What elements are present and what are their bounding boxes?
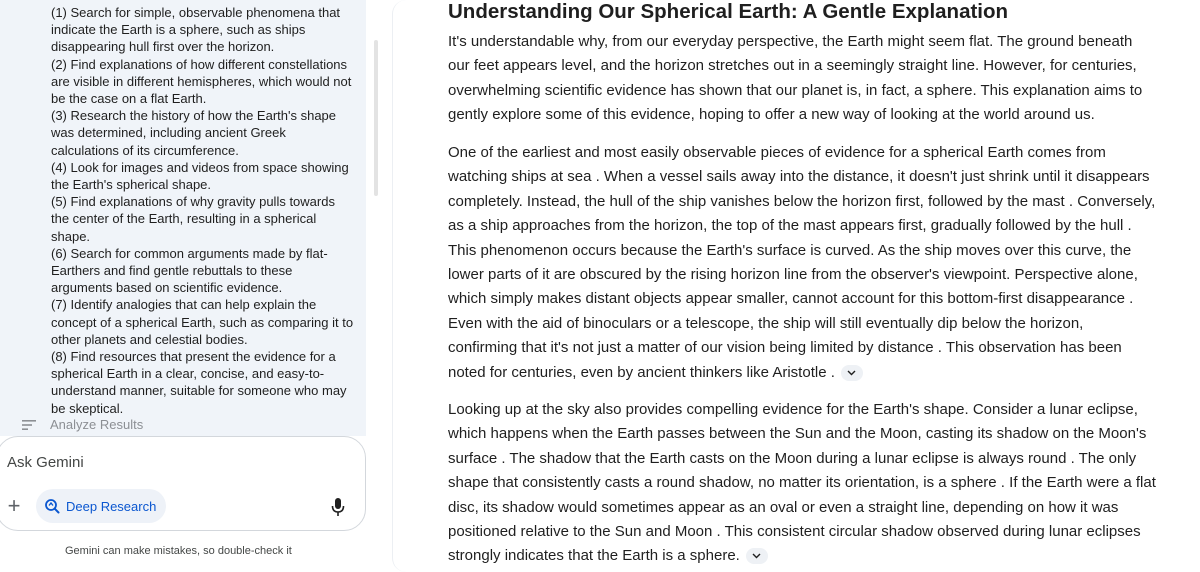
chat-panel [0, 0, 380, 572]
analyze-results-label: Analyze Results [50, 417, 144, 432]
plan-step: (5) Find explanations of why gravity pulls towards the center of the Earth, resulting in a spherical shape. [51, 194, 335, 244]
chevron-down-icon [752, 553, 761, 559]
plan-scrollbar[interactable] [374, 40, 378, 196]
plan-step: (4) Look for images and videos from space showing the Earth's spherical shape. [51, 159, 349, 193]
research-plan-steps [51, 4, 356, 417]
plan-step: (2) Find explanations of how different constellations are visible in different hemispheres, which would not be the case on a flat Earth. [51, 56, 352, 107]
expand-sources-button[interactable] [746, 548, 768, 564]
plan-step: (7) Identify analogies that can help explain the concept of a spherical Earth, such as comparing it to other planets and celestial bodies. [51, 297, 354, 347]
paragraph [448, 141, 1156, 385]
deep-research-label: Deep Research [66, 498, 157, 514]
document-panel [392, 0, 1200, 572]
prompt-input-card[interactable] [0, 436, 366, 531]
deep-research-icon [44, 498, 60, 514]
prompt-input[interactable]: Ask Gemini [7, 454, 84, 471]
list-lines-icon [22, 419, 36, 431]
microphone-icon[interactable] [330, 497, 346, 517]
paragraph-text: It's understandable why, from our everyday perspective, the Earth might seem flat. The ground beneath our feet appears level, and the horizon stretches out in a seemingly straight line. However, for centuries, overwhelming scientific evidence has shown that our planet is, in fact, a sphere. This explanation aims to gently explore some of this evidence, hoping to offer a new way of looking at the world around us. [448, 33, 1143, 124]
analyze-results-step [22, 417, 143, 432]
paragraph-text: One of the earliest and most easily observable pieces of evidence for a spherical Earth comes from watching ships at sea . When a vessel sails away into the distance, it doesn't just shrink until it disappears completely. Instead, the hull of the ship vanishes below the horizon first, followed by the mast . Conversely, as a ship approaches from the horizon, the top of the mast appears first, gradually followed by the hull . This phenomenon occurs because the Earth's surface is curved. As the ship moves over this curve, the lower parts of it are obscured by the rising horizon line from the observer's viewpoint. Perspective alone, which simply makes distant objects appear smaller, cannot account for this bottom-first disappearance . Even with the aid of binoculars or a telescope, the ship will still eventually dip below the horizon, confirming that it's not just a matter of our vision being limited by distance . This observation has been noted for centuries, even by ancient thinkers like Aristotle . [448, 144, 1156, 381]
plan-step: (1) Search for simple, observable phenomena that indicate the Earth is a sphere, such as ships disappearing hull first over the horizon. [51, 5, 341, 55]
chevron-down-icon [847, 370, 856, 376]
article [448, 0, 1156, 565]
paragraph-text: Looking up at the sky also provides compelling evidence for the Earth's shape. Consider a lunar eclipse, which happens when the Earth passes between the Sun and the Moon, casting its shadow on the Moon's surface . The shadow that the Earth casts on the Moon during a lunar eclipse is always round . The only shape that consistently casts a round shadow, no matter its orientation, is a sphere . If the Earth were a flat disc, its shadow would sometimes appear as an oval or even a straight line, depending on how it was positioned relative to the Sun and Moon . This consistent circular shadow observed during lunar eclipses strongly indicates that the Earth is a sphere. [448, 401, 1156, 565]
research-plan-card [0, 0, 366, 436]
plan-step: (6) Search for common arguments made by flat-Earthers and find gentle rebuttals to these arguments based on scientific evidence. [51, 245, 328, 296]
article-title: Understanding Our Spherical Earth: A Gentle Explanation [448, 0, 1009, 23]
plan-step: (8) Find resources that present the evidence for a spherical Earth in a clear, concise, and easy-to-understand manner, suitable for someone who may be skeptical. [51, 349, 347, 416]
deep-research-button[interactable] [36, 489, 166, 523]
paragraph [448, 30, 1156, 128]
add-attachment-button[interactable]: + [7, 493, 21, 518]
disclaimer-text: Gemini can make mistakes, so double-check it [65, 545, 292, 557]
expand-sources-button[interactable] [841, 365, 863, 381]
paragraph [448, 398, 1156, 569]
plan-step: (3) Research the history of how the Earth's shape was determined, including ancient Greek calculations of its circumference. [51, 108, 337, 158]
